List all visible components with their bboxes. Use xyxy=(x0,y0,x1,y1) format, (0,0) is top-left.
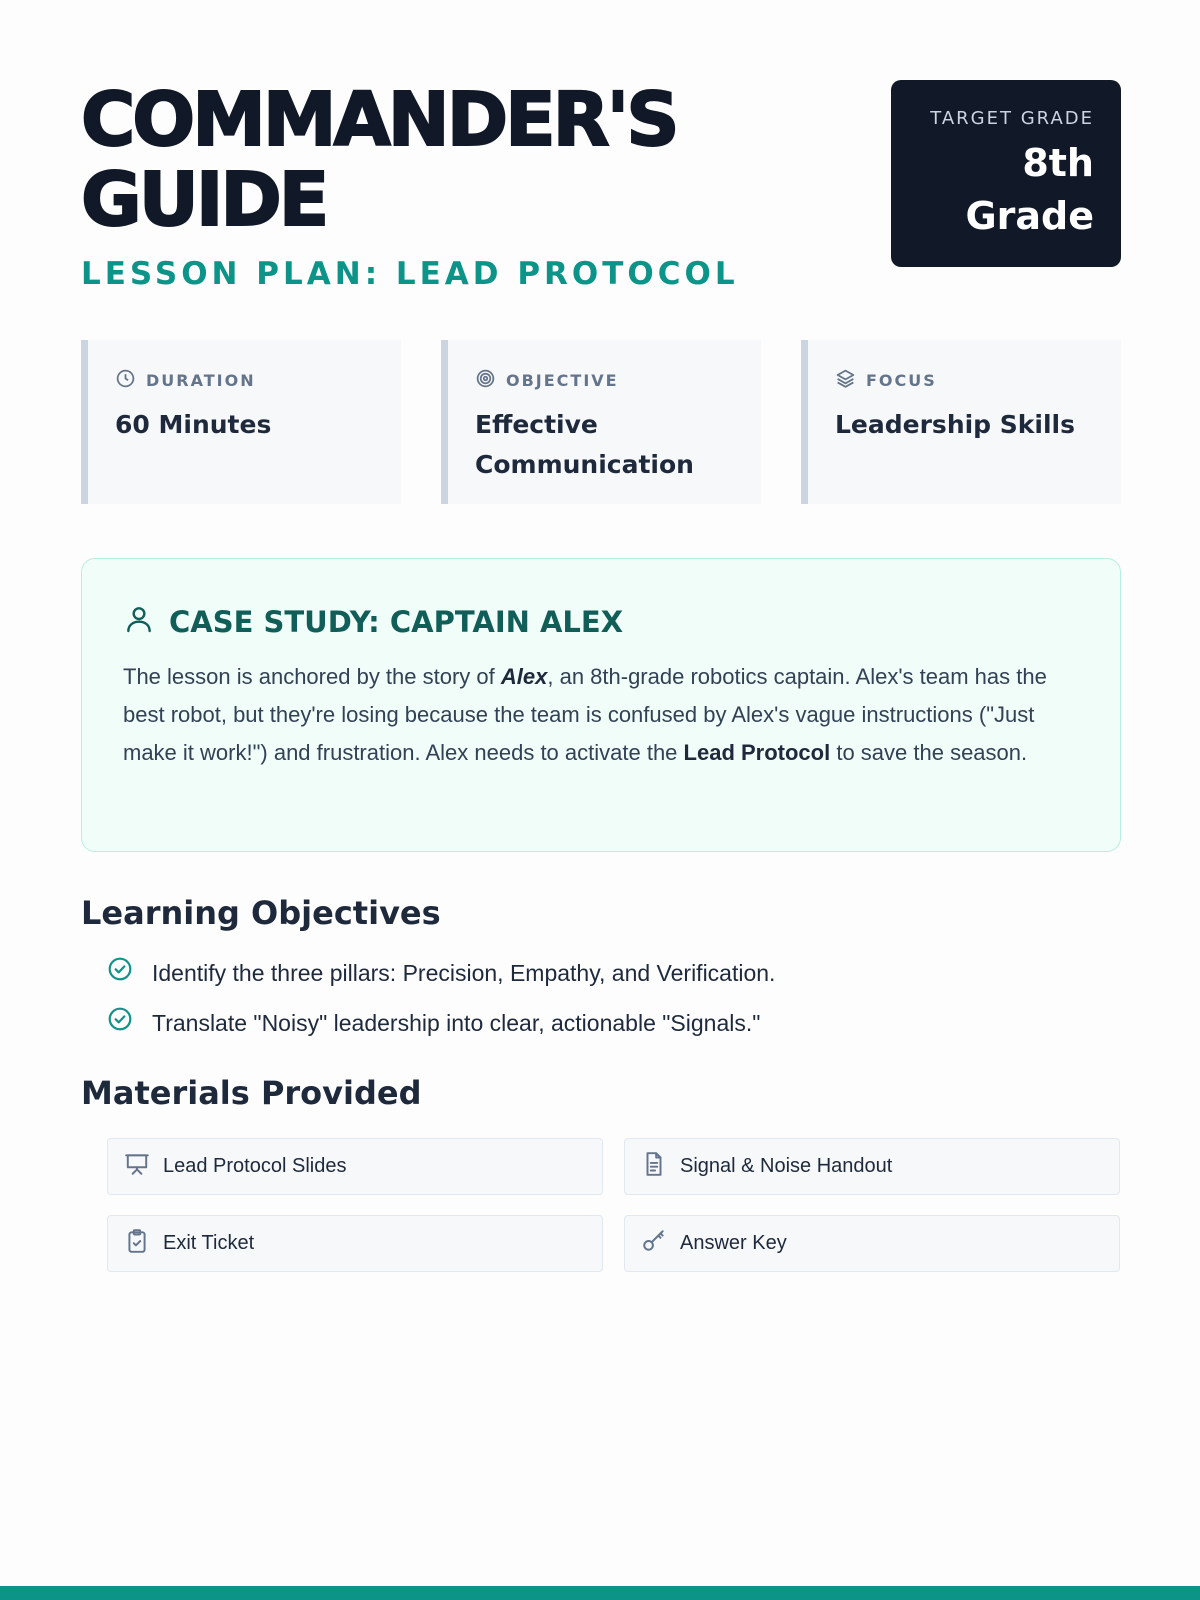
check-circle-icon xyxy=(107,956,133,989)
clock-icon xyxy=(115,368,136,393)
grade-line-2: Grade xyxy=(965,194,1094,238)
material-slides[interactable] xyxy=(107,1138,603,1195)
target-icon xyxy=(475,368,496,393)
objective-item xyxy=(107,956,1121,989)
document-icon xyxy=(641,1151,667,1183)
key-icon xyxy=(641,1228,667,1260)
page-subtitle: LESSON PLAN: LEAD PROTOCOL xyxy=(81,256,739,292)
objective-item xyxy=(107,1006,1121,1039)
materials-grid xyxy=(107,1138,1121,1272)
objective-header xyxy=(475,368,761,393)
duration-header xyxy=(115,368,401,393)
objective-card xyxy=(441,340,761,504)
info-cards xyxy=(81,340,1121,504)
case-highlight: Lead Protocol xyxy=(683,740,831,765)
header xyxy=(81,77,1121,320)
title-line-2: GUIDE xyxy=(81,157,327,243)
focus-card xyxy=(801,340,1121,504)
objectives-heading: Learning Objectives xyxy=(81,894,441,932)
materials-heading: Materials Provided xyxy=(81,1074,422,1112)
case-text-part-1: The lesson is anchored by the story of xyxy=(123,664,501,689)
clipboard-check-icon xyxy=(124,1228,150,1260)
material-label: Lead Protocol Slides xyxy=(163,1155,347,1177)
material-label: Answer Key xyxy=(680,1232,787,1254)
objective-text: Identify the three pillars: Precision, Empathy, and Verification. xyxy=(152,959,776,986)
focus-label: FOCUS xyxy=(866,371,937,390)
case-study-text xyxy=(123,658,1080,772)
material-label: Exit Ticket xyxy=(163,1232,255,1254)
objectives-list xyxy=(81,956,1121,1039)
material-answer-key[interactable] xyxy=(624,1215,1120,1272)
case-student-name: Alex xyxy=(500,664,548,689)
duration-card xyxy=(81,340,401,504)
target-grade-value xyxy=(891,137,1094,243)
grade-line-1: 8th xyxy=(1022,141,1094,185)
case-study-title: CASE STUDY: CAPTAIN ALEX xyxy=(169,604,624,639)
target-grade-card xyxy=(891,80,1121,267)
material-label: Signal & Noise Handout xyxy=(680,1155,893,1177)
focus-header xyxy=(835,368,1121,393)
objective-text: Translate "Noisy" leadership into clear, actionable "Signals." xyxy=(152,1009,761,1036)
presentation-icon xyxy=(124,1151,150,1183)
lesson-plan-page xyxy=(81,77,1121,1272)
objective-label: OBJECTIVE xyxy=(506,371,619,390)
case-text-part-2: , an 8th-grade robotics captain. Alex's team has the best robot, but they're losing because the team is confused by Alex's vague instructions ("Just make it work!") and frustration. Alex needs to activate the xyxy=(123,664,1047,765)
case-text-part-3: to save the season. xyxy=(830,740,1028,765)
case-study-panel xyxy=(81,558,1121,852)
page-title xyxy=(81,77,781,243)
target-grade-label: TARGET GRADE xyxy=(930,108,1094,129)
focus-value: Leadership Skills xyxy=(835,410,1076,439)
duration-label: DURATION xyxy=(146,371,256,390)
material-handout[interactable] xyxy=(624,1138,1120,1195)
check-circle-icon xyxy=(107,1006,133,1039)
user-icon xyxy=(123,603,155,640)
objective-value: Effective Communication xyxy=(475,410,694,479)
footer-accent-bar xyxy=(0,1586,1200,1600)
case-study-header xyxy=(123,603,1080,640)
title-line-1: COMMANDER'S xyxy=(81,77,677,163)
material-exit-ticket[interactable] xyxy=(107,1215,603,1272)
layers-icon xyxy=(835,368,856,393)
duration-value: 60 Minutes xyxy=(115,410,272,439)
